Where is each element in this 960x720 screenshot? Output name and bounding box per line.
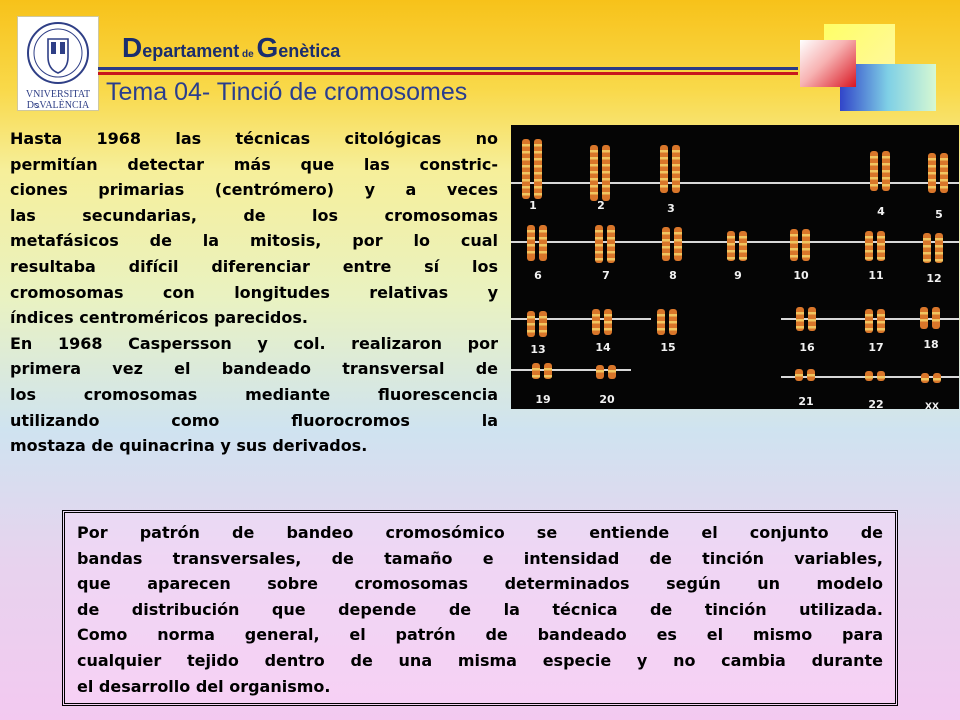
chromosome-band [928, 165, 936, 168]
chromosome [534, 139, 542, 199]
chromosome-band [602, 192, 610, 195]
chromosome-band [539, 330, 547, 333]
karyotype-figure [511, 125, 959, 409]
body-line: resultaba difícil diferenciar entre sí los [10, 256, 498, 276]
chromosome-band [940, 186, 948, 189]
chromosome-band [865, 236, 873, 239]
chromosome-band [802, 248, 810, 251]
karyotype-label: 11 [868, 269, 884, 282]
chromosome-band [808, 326, 816, 329]
karyotype-label: 5 [935, 208, 943, 221]
svg-text:VNIVERSITAT: VNIVERSITAT [25, 89, 91, 100]
chromosome-band [669, 314, 677, 317]
chromosome-band [662, 232, 670, 235]
body-line: utilizando como fluorocromos la [10, 410, 498, 430]
chromosome-band [808, 312, 816, 315]
chromosome-band [527, 244, 535, 247]
chromosome-band [660, 171, 668, 174]
chromosome-band [590, 178, 598, 181]
chromosome-band [539, 244, 547, 247]
chromosome-band [870, 177, 878, 180]
chromosome-band [674, 239, 682, 242]
chromosome-band [669, 321, 677, 324]
chromosome-band [527, 237, 535, 240]
university-logo [17, 16, 99, 111]
body-text [10, 126, 498, 459]
chromosome [739, 231, 747, 261]
chromosome-band [602, 171, 610, 174]
chromosome-band [865, 376, 873, 379]
chromosome-band [534, 158, 542, 161]
chromosome-band [923, 245, 931, 248]
chromosome-band [539, 237, 547, 240]
chromosome-band [935, 259, 943, 262]
chromosome-band [932, 312, 940, 315]
chromosome-band [539, 230, 547, 233]
chromosome-band [602, 178, 610, 181]
chromosome-band [660, 185, 668, 188]
chromosome-band [657, 314, 665, 317]
karyotype-label: 1 [529, 199, 537, 212]
chromosome-band [607, 230, 615, 233]
chromosome-band [808, 319, 816, 322]
chromosome-band [544, 368, 552, 371]
chromosome-band [662, 246, 670, 249]
karyotype-label: 17 [868, 341, 884, 354]
chromosome-band [727, 243, 735, 246]
karyotype-label: 12 [926, 272, 942, 285]
chromosome-band [877, 257, 885, 260]
chromosome [522, 139, 530, 199]
chromosome-band [607, 237, 615, 240]
chromosome-band [534, 179, 542, 182]
karyotype-label: 16 [799, 341, 815, 354]
chromosome-band [590, 157, 598, 160]
chromosome-band [920, 312, 928, 315]
chromosome-band [662, 253, 670, 256]
chromosome-band [602, 185, 610, 188]
header-rule-blue [98, 67, 798, 70]
chromosome-band [672, 171, 680, 174]
chromosome-band [674, 246, 682, 249]
chromosome-band [727, 250, 735, 253]
chromosome-band [672, 157, 680, 160]
chromosome-band [795, 374, 803, 377]
body-line: primera vez el bandeado transversal de [10, 359, 498, 379]
chromosome [920, 307, 928, 329]
chromosome-band [604, 321, 612, 324]
karyotype-label: 4 [877, 205, 885, 218]
body-line: cromosomas con longitudes relativas y [10, 282, 498, 302]
chromosome-band [604, 314, 612, 317]
chromosome-band [877, 376, 885, 379]
chromosome-band [727, 257, 735, 260]
chromosome-band [882, 163, 890, 166]
chromosome-band [940, 172, 948, 175]
chromosome-band [674, 253, 682, 256]
chromosome [935, 233, 943, 263]
body-line: los cromosomas mediante fluorescencia [10, 384, 498, 404]
chromosome-band [595, 237, 603, 240]
chromosome-band [669, 328, 677, 331]
chromosome-band [807, 374, 815, 377]
chromosome-band [727, 236, 735, 239]
chromosome-band [920, 319, 928, 322]
chromosome-band [928, 172, 936, 175]
title-epartament: epartament [142, 41, 240, 61]
chromosome-band [674, 232, 682, 235]
university-seal-icon [18, 17, 98, 110]
chromosome-band [877, 321, 885, 324]
chromosome-band [882, 184, 890, 187]
chromosome-band [602, 150, 610, 153]
chromosome [865, 231, 873, 261]
chromosome-band [923, 252, 931, 255]
chromosome-band [660, 150, 668, 153]
chromosome-band [522, 172, 530, 175]
chromosome-band [870, 163, 878, 166]
definition-line: de distribución que depende de la técnica de tinción utilizada. [77, 599, 883, 619]
chromosome-band [928, 186, 936, 189]
chromosome-band [928, 179, 936, 182]
chromosome-band [790, 248, 798, 251]
title-initial-g: G [256, 32, 279, 63]
chromosome-band [522, 179, 530, 182]
chromosome-band [607, 258, 615, 261]
body-line: En 1968 Caspersson y col. realizaron por [10, 333, 498, 353]
chromosome-band [739, 250, 747, 253]
chromosome-band [739, 257, 747, 260]
karyotype-label: 8 [669, 269, 677, 282]
chromosome-band [534, 151, 542, 154]
chromosome-band [522, 144, 530, 147]
chromosome-band [527, 330, 535, 333]
chromosome-band [595, 251, 603, 254]
chromosome-band [935, 245, 943, 248]
chromosome-band [865, 257, 873, 260]
chromosome-band [544, 375, 552, 378]
chromosome-band [940, 165, 948, 168]
karyotype-label: 10 [793, 269, 809, 282]
chromosome-band [882, 156, 890, 159]
chromosome-band [932, 319, 940, 322]
karyotype-label: 3 [667, 202, 675, 215]
chromosome-band [608, 370, 616, 373]
chromosome-band [527, 323, 535, 326]
chromosome-band [865, 250, 873, 253]
chromosome-band [592, 328, 600, 331]
karyotype-label: 15 [660, 341, 676, 354]
chromosome-band [870, 156, 878, 159]
chromosome-band [802, 241, 810, 244]
definition-line: Por patrón de bandeo cromosómico se entiende el conjunto de [77, 523, 883, 542]
chromosome-band [534, 186, 542, 189]
chromosome-band [865, 328, 873, 331]
chromosome-band [592, 314, 600, 317]
karyotype-label: 21 [798, 395, 814, 408]
chromosome-band [921, 378, 929, 381]
chromosome-band [802, 234, 810, 237]
chromosome-band [882, 177, 890, 180]
chromosome-band [607, 251, 615, 254]
chromosome-band [539, 316, 547, 319]
chromosome [877, 231, 885, 261]
karyotype-label: 20 [599, 393, 615, 406]
chromosome-band [534, 172, 542, 175]
chromosome-band [590, 192, 598, 195]
chromosome-band [877, 243, 885, 246]
chromosome-band [522, 151, 530, 154]
chromosome-band [877, 250, 885, 253]
chromosome-band [940, 158, 948, 161]
chromosome-band [532, 375, 540, 378]
chromosome-band [607, 244, 615, 247]
slide-subtitle: Tema 04- Tinció de cromosomes [106, 78, 468, 106]
chromosome-band [590, 150, 598, 153]
chromosome-band [539, 323, 547, 326]
chromosome-band [522, 158, 530, 161]
chromosome-band [534, 193, 542, 196]
svg-text:DᴓVALÈNCIA: DᴓVALÈNCIA [26, 100, 90, 110]
definition-line: cualquier tejido dentro de una misma especie y no cambia durante [77, 650, 883, 670]
chromosome-band [590, 171, 598, 174]
chromosome-band [532, 368, 540, 371]
chromosome-band [595, 258, 603, 261]
definition-text [77, 520, 883, 699]
body-line: Hasta 1968 las técnicas citológicas no [10, 129, 498, 148]
chromosome-band [940, 179, 948, 182]
body-line: mostaza de quinacrina y sus derivados. [10, 436, 368, 456]
chromosome-band [790, 234, 798, 237]
chromosome-band [928, 158, 936, 161]
chromosome [727, 231, 735, 261]
chromosome-band [522, 186, 530, 189]
chromosome-band [935, 252, 943, 255]
definition-line: que aparecen sobre cromosomas determinados según un modelo [77, 574, 883, 594]
chromosome-band [596, 370, 604, 373]
chromosome-band [796, 326, 804, 329]
chromosome-band [660, 178, 668, 181]
chromosome-band [790, 241, 798, 244]
body-line: permitían detectar más que las constric- [10, 154, 498, 174]
chromosome-band [739, 236, 747, 239]
chromosome-band [739, 243, 747, 246]
chromosome-band [657, 321, 665, 324]
chromosome-band [877, 328, 885, 331]
chromosome-band [796, 312, 804, 315]
chromosome-band [590, 164, 598, 167]
chromosome-band [790, 255, 798, 258]
chromosome-band [534, 165, 542, 168]
chromosome-band [870, 184, 878, 187]
title-de: de [239, 49, 257, 60]
karyotype-label: 19 [535, 393, 551, 406]
definition-line: Como norma general, el patrón de bandeado es el mismo para [77, 625, 883, 645]
decor-square-red [800, 40, 856, 87]
chromosome-band [662, 239, 670, 242]
body-line: ciones primarias (centrómero) y a veces [10, 180, 498, 200]
body-line: índices centroméricos parecidos. [10, 308, 308, 328]
chromosome-band [657, 328, 665, 331]
chromosome [923, 233, 931, 263]
chromosome-band [877, 314, 885, 317]
karyotype-label: 7 [602, 269, 610, 282]
chromosome-band [534, 144, 542, 147]
chromosome-band [660, 164, 668, 167]
chromosome-band [870, 170, 878, 173]
karyotype-label: 13 [530, 343, 546, 356]
karyotype-label: 22 [868, 398, 884, 409]
chromosome [932, 307, 940, 329]
chromosome-band [522, 165, 530, 168]
body-line: las secundarias, de los cromosomas [10, 205, 498, 225]
chromosome-band [602, 157, 610, 160]
karyotype-label: XX [925, 402, 939, 409]
definition-line: el desarrollo del organismo. [77, 676, 331, 696]
chromosome-band [923, 238, 931, 241]
chromosome-band [923, 259, 931, 262]
chromosome-band [865, 321, 873, 324]
chromosome-band [865, 314, 873, 317]
chromosome-band [933, 378, 941, 381]
karyotype-label: 14 [595, 341, 611, 354]
chromosome-band [660, 157, 668, 160]
chromosome-band [527, 230, 535, 233]
karyotype-label: 6 [534, 269, 542, 282]
definition-line: bandas transversales, de tamaño e intensidad de tinción variables, [77, 548, 883, 568]
chromosome-band [802, 255, 810, 258]
karyotype-label: 9 [734, 269, 742, 282]
title-initial-d: D [122, 32, 143, 63]
chromosome-band [595, 244, 603, 247]
chromosome-band [672, 185, 680, 188]
chromosome-band [672, 150, 680, 153]
karyotype-label: 18 [923, 338, 939, 351]
karyotype-image [511, 125, 959, 409]
chromosome-band [595, 230, 603, 233]
department-title [122, 32, 340, 64]
chromosome-band [527, 251, 535, 254]
chromosome-band [522, 193, 530, 196]
chromosome-band [796, 319, 804, 322]
chromosome-band [865, 243, 873, 246]
chromosome-band [539, 251, 547, 254]
header-rule-red [98, 72, 798, 75]
chromosome-band [527, 316, 535, 319]
chromosome-band [672, 178, 680, 181]
title-enetica: enètica [278, 41, 341, 61]
definition-box [62, 510, 898, 706]
chromosome-band [604, 328, 612, 331]
chromosome-band [590, 185, 598, 188]
chromosome-band [592, 321, 600, 324]
chromosome-band [877, 236, 885, 239]
body-line: metafásicos de la mitosis, por lo cual [10, 231, 498, 251]
karyotype-label: 2 [597, 199, 605, 212]
chromosome-band [602, 164, 610, 167]
chromosome-band [882, 170, 890, 173]
chromosome-band [672, 164, 680, 167]
chromosome-band [935, 238, 943, 241]
